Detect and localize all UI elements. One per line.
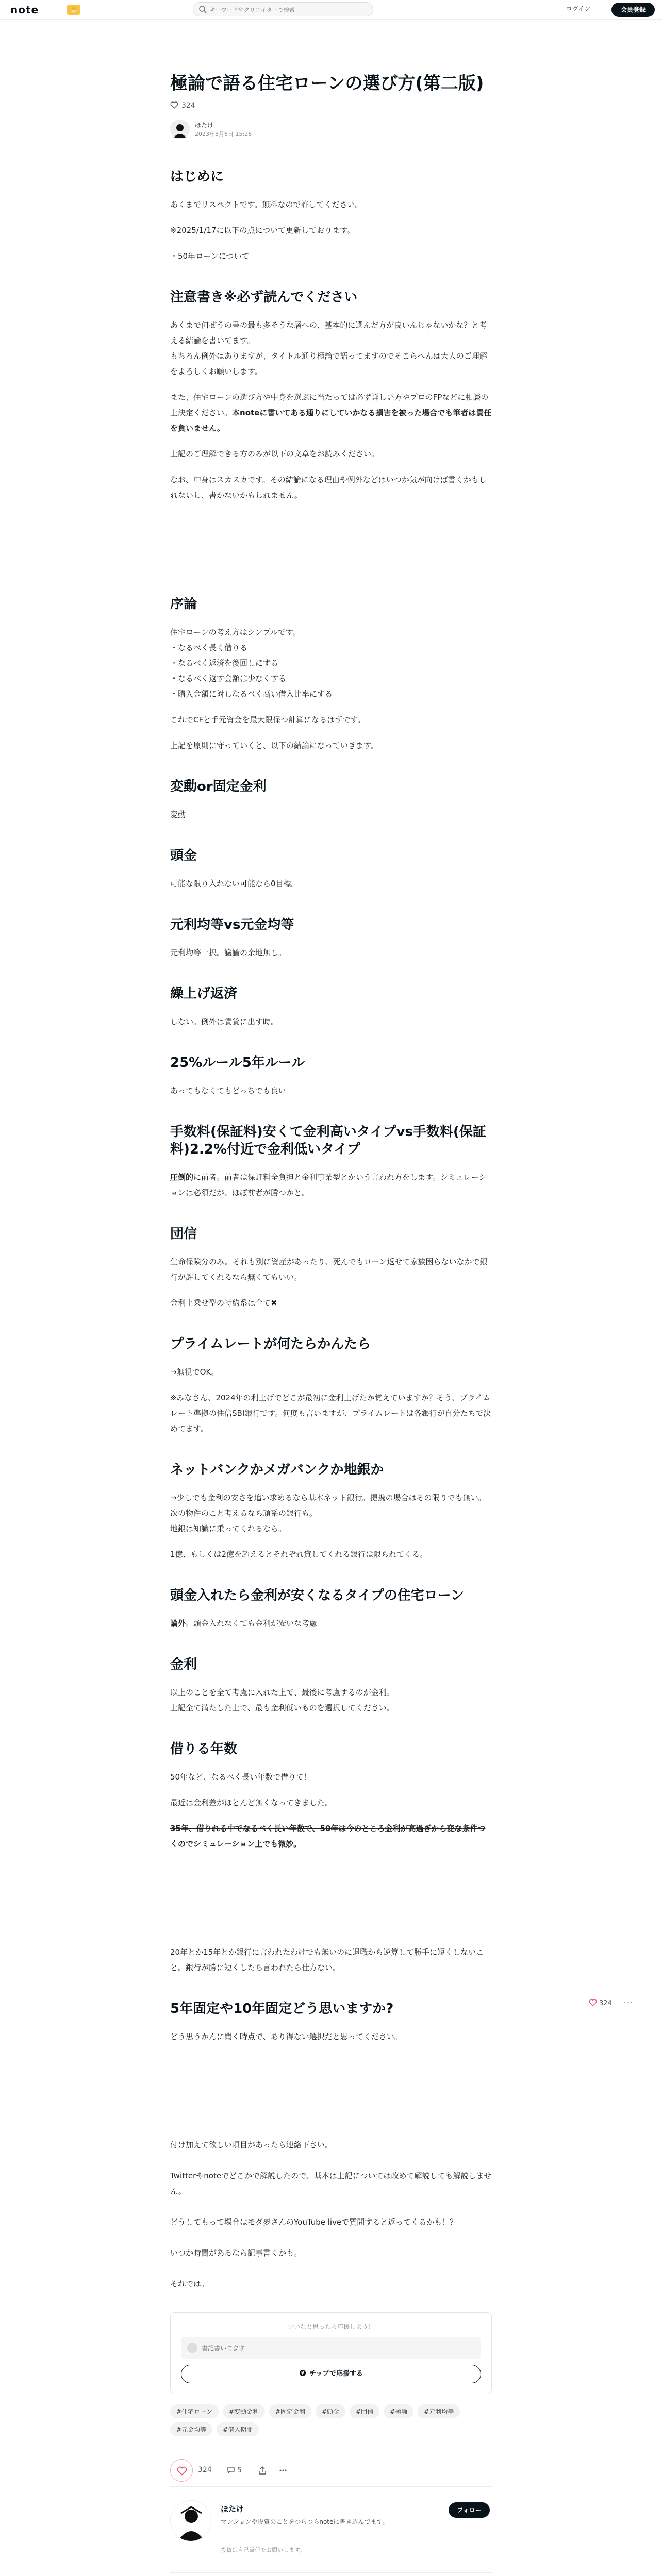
paragraph: 20年とか15年とか銀行に言われたわけでも無いのに退職から逆算して勝手に短くしないこと。銀行が勝に短くしたら言われたら仕方ない。 bbox=[170, 1947, 484, 1972]
like-count: 324 bbox=[198, 2466, 212, 2474]
heading-rule: 25%ルール5年ルール bbox=[170, 1055, 305, 1071]
paragraph: どうしてもって場合はモダ夢さんのYouTube liveで質問すると返ってくるかも！？ bbox=[170, 2217, 458, 2227]
tag-list bbox=[170, 2404, 492, 2436]
article-title: 極論で語る住宅ローンの選び方(第二版) bbox=[170, 73, 484, 94]
heading-notice: 注意書き※必ず読んでください bbox=[170, 290, 358, 305]
avatar bbox=[187, 2343, 197, 2353]
paragraph: どう思うかんに聞く時点で、あり得ない選択だと思ってください。 bbox=[170, 2032, 402, 2041]
comment-icon bbox=[227, 2466, 235, 2474]
search-box[interactable] bbox=[193, 2, 373, 16]
login-link[interactable]: ログイン bbox=[566, 5, 591, 12]
hashtag[interactable]: #頭金 bbox=[316, 2404, 345, 2418]
heart-icon bbox=[177, 2466, 187, 2476]
paragraph: 金利上乗せ型の特約系は全て✖ bbox=[170, 1298, 277, 1308]
popular-articles bbox=[170, 2572, 492, 2576]
paragraph: 次の物件のこと考えるなら頑系の銀行も。 bbox=[170, 1509, 318, 1518]
tip-author-text: 書記書いてます bbox=[202, 2345, 245, 2352]
paragraph: →無視でOK。 bbox=[170, 1367, 219, 1377]
heading-atamakin: 頭金入れたら金利が安くなるタイプの住宅ローン bbox=[170, 1588, 465, 1603]
paragraph: Twitterやnoteでどこかで解説したので、基本は上記については改めて解説しても解説しません。 bbox=[170, 2171, 492, 2196]
heading-intro: はじめに bbox=[170, 169, 224, 184]
hashtag[interactable]: #住宅ローン bbox=[170, 2404, 219, 2418]
hashtag[interactable]: #元利均等 bbox=[418, 2404, 460, 2418]
paragraph: ※2025/1/17に以下の点について更新しております。 bbox=[170, 226, 355, 235]
hashtag[interactable]: #変動金利 bbox=[223, 2404, 265, 2418]
heading-nensu: 借りる年数 bbox=[170, 1741, 238, 1757]
paragraph: 可能な限り入れない可能なら0目標。 bbox=[170, 879, 299, 888]
paragraph: 変動 bbox=[170, 810, 186, 819]
paragraph: 論外。頭金入れなくても金利が安いな考慮 bbox=[170, 1619, 318, 1628]
author-avatar[interactable] bbox=[170, 120, 190, 139]
heading-kinri: 金利 bbox=[170, 1657, 197, 1672]
author-name[interactable]: ほたけ bbox=[195, 122, 214, 129]
paragraph: 地銀は知識に乗ってくれるなら。 bbox=[170, 1524, 287, 1533]
article-body bbox=[170, 168, 492, 2292]
top-bar bbox=[0, 0, 662, 20]
paragraph: ・50年ローンについて bbox=[170, 251, 250, 261]
heading-prime: プライムレートが何たらかんたら bbox=[170, 1336, 371, 1352]
author-card-name[interactable]: ほたけ bbox=[221, 2504, 244, 2514]
list-item: ・なるべく長く借りる bbox=[170, 643, 248, 652]
heading-hendo: 変動or固定金利 bbox=[170, 779, 267, 794]
tip-hint: いいなと思ったら応援しよう！ bbox=[287, 2323, 374, 2330]
paragraph: いつか時間があるなら記事書くかも。 bbox=[170, 2248, 302, 2258]
strikethrough-paragraph: 35年、借りれる中でなるべく長い年数で、50年は今のところ金利が高過ぎから変な条件つくのでシミュレーション上でも微妙。 bbox=[170, 1824, 486, 1849]
heading-danshin: 団信 bbox=[170, 1226, 197, 1242]
hashtag[interactable]: #団信 bbox=[350, 2404, 379, 2418]
paragraph: 上記全て満たした上で、最も金利低いものを選択してください。 bbox=[170, 1703, 394, 1713]
publish-date: 2023年3月6日 15:26 bbox=[195, 131, 252, 138]
bold-disclaimer: 本noteに書いてある通りにしていかなる損害を被った場合でも筆者は責任を負いません。 bbox=[170, 408, 492, 433]
search-input[interactable] bbox=[210, 5, 365, 14]
heading-net: ネットバンクかメガバンクか地銀か bbox=[170, 1462, 384, 1478]
paragraph: 上記を原則に守っていくと、以下の結論になっていきます。 bbox=[170, 741, 378, 750]
paragraph: また、住宅ローンの選び方や中身を選ぶに当たっては必ず詳しい方やプロのFPなどに相談の上決定ください。本noteに書いてある通りにしていかなる損害を被った場合でも筆者は責任を負いません。 bbox=[170, 393, 492, 433]
hashtag[interactable]: #極論 bbox=[384, 2404, 413, 2418]
paragraph: あくまで何ぜうの書の最も多そうな層への、基本的に選んだ方が良いんじゃないかな？と考える結論を書いてます。 bbox=[170, 320, 487, 345]
follow-button[interactable]: フォロー bbox=[449, 2502, 490, 2518]
paragraph: →少しでも金利の安さを追い求めるなら基本ネット銀行。提携の場合はその限りでも無い。 bbox=[170, 1493, 486, 1502]
tip-author-row bbox=[181, 2337, 481, 2359]
paragraph: 付け加えて欲しい項目があったら連絡下さい。 bbox=[170, 2140, 333, 2149]
paragraph: 元利均等一択。議論の余地無し。 bbox=[170, 948, 287, 957]
heading-kuriage: 繰上げ返済 bbox=[170, 986, 238, 1002]
signup-button[interactable]: 会員登録 bbox=[611, 3, 655, 17]
note-logo[interactable]: note bbox=[10, 4, 39, 16]
more-icon[interactable] bbox=[278, 2466, 288, 2475]
hashtag[interactable]: #借入期間 bbox=[217, 2422, 259, 2436]
paragraph: ※みなさん、2024年の利上げでどこが最初に金利上げたか覚えていますか？そう、プライムレート準拠の住信SBI銀行です。何度も言いますが、プライムレートは各銀行が自分たちで決めてます。 bbox=[170, 1393, 491, 1433]
heading-jo: 序論 bbox=[170, 597, 197, 612]
tip-button[interactable]: ¥ チップで応援する bbox=[181, 2365, 481, 2383]
paragraph: 50年など、なるべく長い年数で借りて！ bbox=[170, 1772, 312, 1782]
paragraph: 以上のことを全て考慮に入れた上で、最後に考慮するのが金利。 bbox=[170, 1688, 394, 1697]
hashtag[interactable]: #固定金利 bbox=[269, 2404, 311, 2418]
paragraph: 圧倒的に前者。前者は保証料全負担と金利事業型とかいう言われ方をします。シミュレーションは必須だが、ほぼ前者が勝つかと。 bbox=[170, 1173, 487, 1197]
heading-kotei: 5年固定や10年固定どう思いますか? bbox=[170, 2001, 394, 2016]
paragraph: 1億、もしくは2億を超えるとそれぞれ貸してくれる銀行は限られてくる。 bbox=[170, 1550, 428, 1559]
top-like-count bbox=[170, 101, 492, 112]
like-button[interactable] bbox=[170, 2459, 193, 2482]
author-row bbox=[170, 120, 492, 142]
paragraph: 上記のご理解できる方のみが以下の文章をお読みください。 bbox=[170, 449, 379, 459]
author-avatar[interactable] bbox=[170, 2500, 211, 2541]
share-icon[interactable] bbox=[258, 2466, 267, 2475]
search-icon bbox=[198, 5, 207, 13]
paragraph: これでCFと手元資金を最大限保つ計算になるはずです。 bbox=[170, 715, 366, 724]
heart-icon bbox=[589, 1998, 597, 2007]
author-card-note: 投資は自己責任でお願いします。 bbox=[221, 2547, 306, 2553]
coin-icon bbox=[299, 2369, 306, 2377]
paragraph: それでは。 bbox=[170, 2279, 209, 2289]
list-item: ・なるべく返す金額は少なくする bbox=[170, 674, 287, 683]
tip-box bbox=[170, 2312, 492, 2393]
list-item: ・購入金額に対しなるべく高い借入比率にする bbox=[170, 689, 333, 699]
heading-gankin: 元利均等vs元金均等 bbox=[170, 917, 294, 933]
heart-icon bbox=[170, 101, 178, 109]
heading-atama: 頭金 bbox=[170, 848, 197, 863]
paragraph: あってもなくてもどっちでも良い bbox=[170, 1086, 286, 1095]
list-item: ・なるべく返済を後回しにする bbox=[170, 658, 279, 668]
author-card-description: マンションや投資のことをつらつらnoteに書き込んでます。 bbox=[221, 2518, 389, 2526]
paragraph: 最近は金利差がほとんど無くなってきました。 bbox=[170, 1798, 333, 1807]
paragraph: あくまでリスペクトです。無料なので許してください。 bbox=[170, 200, 363, 209]
logo-badge: 🐣 bbox=[67, 5, 80, 15]
author-card bbox=[170, 2500, 492, 2567]
svg-text:¥: ¥ bbox=[301, 2371, 304, 2376]
paragraph: 生命保険分のみ。それも別に資産があったり、死んでもローン返せて家族困らないなかで銀行が許してくれるなら無くてもいい。 bbox=[170, 1257, 488, 1282]
hashtag[interactable]: #元金均等 bbox=[170, 2422, 212, 2436]
action-bar bbox=[170, 2459, 492, 2487]
paragraph: もちろん例外はありますが、タイトル通り極論で語ってますのでそこらへんは大人のご理解をよろしくお願いします。 bbox=[170, 351, 487, 376]
floating-more-button[interactable]: ··· bbox=[624, 1998, 634, 2007]
paragraph: 住宅ローンの考え方はシンプルです。 bbox=[170, 628, 301, 637]
paragraph: しない。例外は賃貸に出す時。 bbox=[170, 1017, 279, 1026]
article bbox=[170, 71, 492, 2576]
like-count-text: 324 bbox=[181, 101, 195, 110]
comment-button[interactable]: 5 bbox=[227, 2466, 242, 2475]
paragraph: なお、中身はスカスカです。その結論になる理由や例外などはいつか気が向けば書くかもしれないし、書かないかもしれません。 bbox=[170, 475, 487, 500]
floating-like-button[interactable]: 324 bbox=[589, 1998, 612, 2007]
heading-tesuryo: 手数料(保証料)安くて金利高いタイプvs手数料(保証料)2.2%付近で金利低いタイプ bbox=[170, 1124, 486, 1157]
